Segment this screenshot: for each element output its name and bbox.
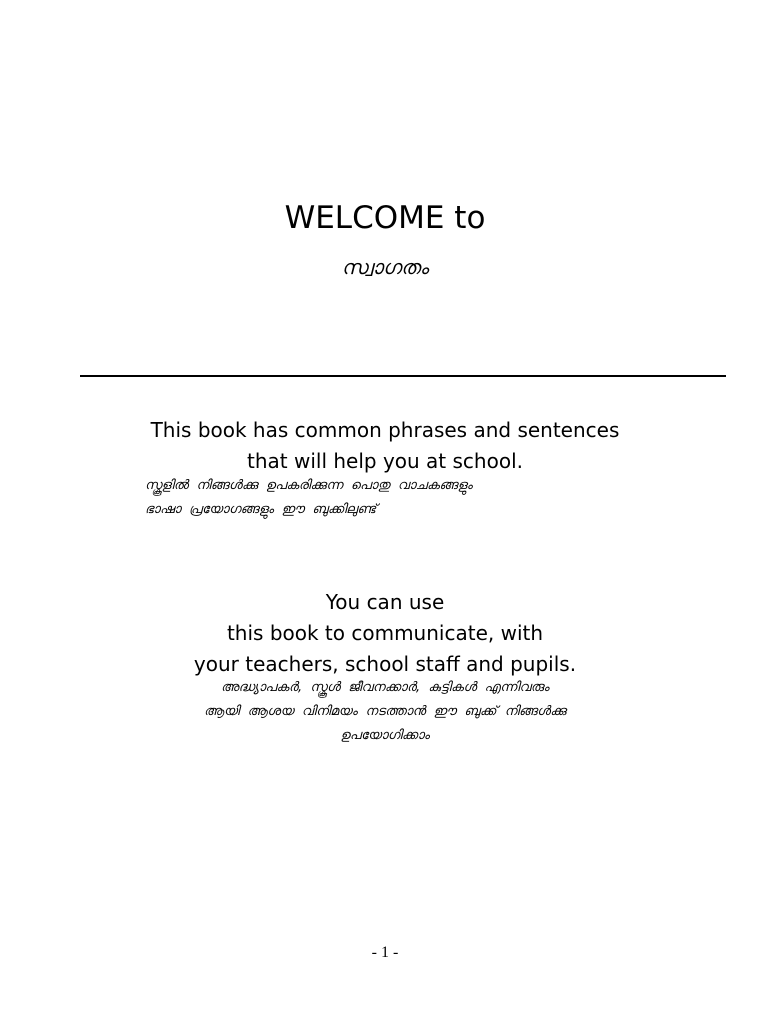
usage-paragraph-english xyxy=(0,587,770,680)
intro-paragraph-malayalam xyxy=(145,474,665,522)
intro-line-2: that will help you at school. xyxy=(247,449,523,473)
usage-ml-line-1: അദ്ധ്യാപകർ, സ്കൂൾ ജീവനക്കാർ, കുട്ടികൾ എന്നിവരും xyxy=(220,680,550,695)
intro-paragraph-english xyxy=(0,415,770,477)
usage-paragraph-malayalam xyxy=(125,676,645,748)
page-title: WELCOME to xyxy=(284,200,486,236)
intro-line-1: This book has common phrases and sentences xyxy=(150,418,620,442)
usage-ml-line-3: ഉപയോഗിക്കാം xyxy=(340,728,430,743)
intro-ml-line-2: ഭാഷാ പ്രയോഗങ്ങളും ഈ ബുക്കിലുണ്ട് xyxy=(145,502,377,517)
intro-ml-line-1: സ്കൂളിൽ നിങ്ങൾക്കു ഉപകരിക്കുന്ന പൊതു വാചകങ്ങളും xyxy=(145,478,473,493)
usage-ml-line-2: ആയി ആശയ വിനിമയം നടത്താൻ ഈ ബുക്ക് നിങ്ങൾക്കു xyxy=(203,704,567,719)
page-number: - 1 - xyxy=(371,944,399,961)
usage-line-2: this book to communicate, with xyxy=(226,621,544,645)
usage-line-1: You can use xyxy=(325,590,445,614)
page-title-malayalam: സ്വാഗതം xyxy=(341,255,429,279)
usage-line-3: your teachers, school staff and pupils. xyxy=(193,652,577,676)
horizontal-divider xyxy=(80,375,726,377)
